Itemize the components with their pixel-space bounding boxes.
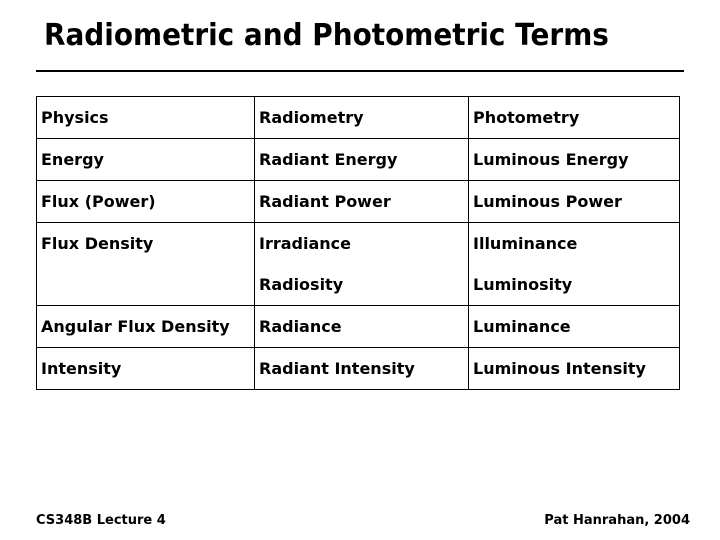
photometry-cell: [469, 181, 680, 223]
photometry-cell: [469, 139, 680, 181]
physics-cell: [37, 181, 255, 223]
table-row: [37, 306, 680, 348]
photometry-cell: [469, 97, 680, 139]
cell-text: Luminous Energy: [473, 150, 629, 169]
cell-text: Physics: [41, 108, 109, 127]
radiometry-cell: [255, 348, 469, 390]
photometry-cell: [469, 306, 680, 348]
cell-text: Radiant Power: [259, 192, 391, 211]
footer-author: Pat Hanrahan, 2004: [544, 513, 690, 528]
photometry-cell: [469, 223, 680, 306]
cell-text: Luminosity: [473, 275, 573, 294]
physics-cell: [37, 139, 255, 181]
cell-text: Energy: [41, 150, 104, 169]
cell-text: Radiosity: [259, 275, 344, 294]
radiometry-cell: [255, 97, 469, 139]
table-row: [37, 97, 680, 139]
cell-text: Irradiance: [259, 234, 351, 253]
cell-text: Radiant Energy: [259, 150, 398, 169]
table-row: [37, 181, 680, 223]
terms-table: [36, 96, 680, 390]
slide-title: Radiometric and Photometric Terms: [44, 18, 609, 53]
radiometry-cell: [255, 223, 469, 306]
cell-text: Radiant Intensity: [259, 359, 415, 378]
table-row: [37, 223, 680, 306]
title-divider: [36, 70, 684, 72]
physics-cell: [37, 348, 255, 390]
table-row: [37, 348, 680, 390]
cell-text: Flux (Power): [41, 192, 156, 211]
physics-cell: [37, 97, 255, 139]
cell-text: Intensity: [41, 359, 122, 378]
cell-text: Radiometry: [259, 108, 364, 127]
photometry-cell: [469, 348, 680, 390]
cell-text: Flux Density: [41, 234, 154, 253]
physics-cell: [37, 306, 255, 348]
physics-cell: [37, 223, 255, 306]
footer-course: CS348B Lecture 4: [36, 513, 166, 528]
cell-text: Luminance: [473, 317, 571, 336]
cell-text: Illuminance: [473, 234, 578, 253]
radiometry-cell: [255, 306, 469, 348]
cell-text: Luminous Intensity: [473, 359, 646, 378]
cell-text: Photometry: [473, 108, 580, 127]
cell-text: Luminous Power: [473, 192, 622, 211]
table-row: [37, 139, 680, 181]
cell-text: Angular Flux Density: [41, 317, 230, 336]
cell-text: Radiance: [259, 317, 342, 336]
radiometry-cell: [255, 181, 469, 223]
radiometry-cell: [255, 139, 469, 181]
